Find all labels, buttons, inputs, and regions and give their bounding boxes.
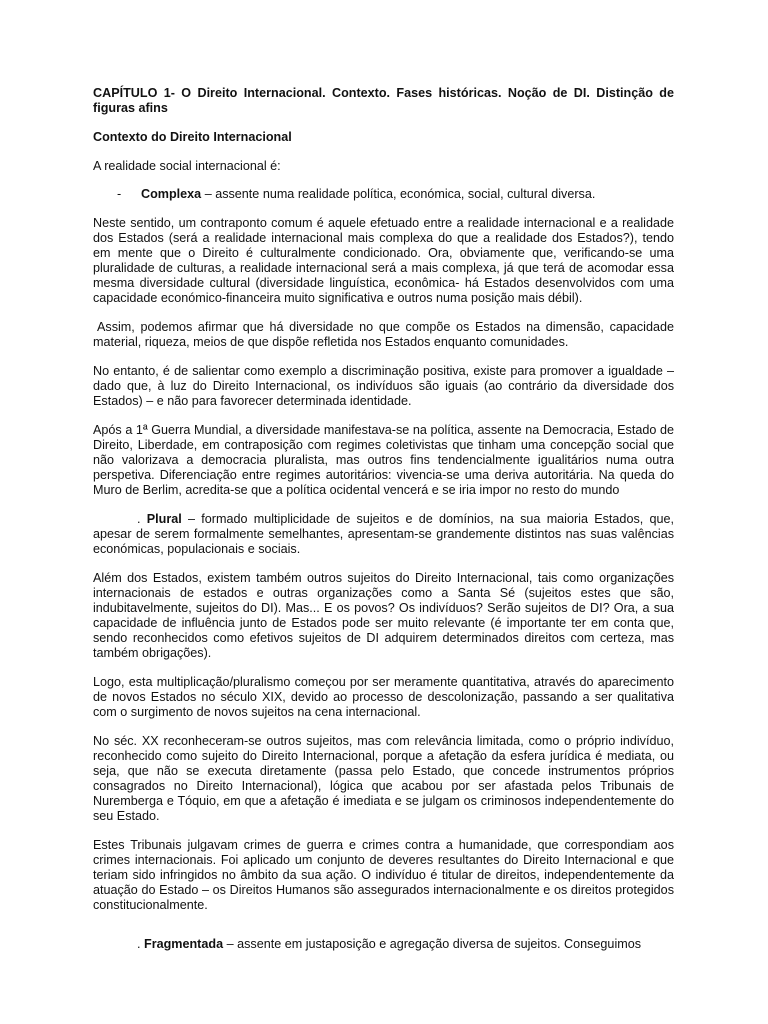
list-item-fragmentada — [93, 937, 674, 952]
paragraph-4: Após a 1ª Guerra Mundial, a diversidade manifestava-se na política, assente na Democracia, Estado de Direito, Liberdade, em contraposição com regimes coletivistas que tinham uma concepção social que não valorizava a democracia pluralista, mas outros fins tendencialmente igualitários numa outra perspetiva. Diferenciação entre regimes autoritários: vivencia-se uma deriva autoritária. Na queda do Muro de Berlim, acredita-se que a política ocidental vencerá e se iria impor no resto do mundo — [93, 423, 674, 497]
term-fragmentada: Fragmentada — [144, 937, 224, 951]
dash-marker: - — [117, 187, 122, 201]
chapter-heading: CAPÍTULO 1- O Direito Internacional. Contexto. Fases históricas. Noção de DI. Distinção de figuras afins — [93, 86, 674, 115]
dot-marker: . — [137, 937, 144, 951]
definition-fragmentada: – assente em justaposição e agregação diversa de sujeitos. Conseguimos — [223, 937, 642, 951]
list-item-plural — [93, 512, 674, 557]
paragraph-7: No séc. XX reconheceram-se outros sujeitos, mas com relevância limitada, como o próprio indivíduo, reconhecido como sujeito do Direito Internacional, porque a afetação da esfera jurídica é mediata, ou seja, que não se executa diretamente (passa pelo Estado, que concede instrumentos próprios consagrados no Direito Internacional), lógica que acabou por ser afastada pelos Tribunais de Nuremberga e Tóquio, em que a afetação é imediata e se julgam os criminosos independentemente do seu Estado. — [93, 734, 674, 823]
paragraph-5: Além dos Estados, existem também outros sujeitos do Direito Internacional, tais como organizações internacionais de estados e outras organizações como a Santa Sé (sujeitos estes que são, indubitavelmente, sujeitos do DI). Mas... E os povos? Os indivíduos? Serão sujeitos de DI? Ora, a sua capacidade de influência junto de Estados pode ser muito relevante (é importante ter em conta que, sendo reconhecidos como efetivos sujeitos de DI adquirem determinados direitos com certeza, mas também obrigações). — [93, 571, 674, 660]
section-heading: Contexto do Direito Internacional — [93, 130, 292, 144]
paragraph-8: Estes Tribunais julgavam crimes de guerra e crimes contra a humanidade, que correspondiam aos crimes internacionais. Foi aplicado um conjunto de deveres resultantes do Direito Internacional e que teriam sido infringidos no âmbito da sua ação. O indivíduo é titular de direitos, independentemente da atuação do Estado – os Direitos Humanos são assegurados internacionalmente e os direitos protegidos constitucionalmente. — [93, 838, 674, 912]
dot-marker: . — [137, 512, 147, 526]
definition-plural: – formado multiplicidade de sujeitos e de domínios, na sua maioria Estados, que, apesar de serem formalmente semelhantes, apresentam-se grandemente distintos nas suas valências económicas, populacionais e sociais. — [93, 512, 675, 556]
paragraph-6: Logo, esta multiplicação/pluralismo começou por ser meramente quantitativa, através do aparecimento de novos Estados no século XIX, devido ao processo de descolonização, passando a ser qualitativa com o surgimento de novos sujeitos na cena internacional. — [93, 675, 674, 719]
list-item-text — [141, 187, 674, 202]
list-item-complexa — [93, 187, 674, 202]
document-body — [93, 86, 674, 966]
intro-paragraph: A realidade social internacional é: — [93, 159, 281, 173]
term-complexa: Complexa — [141, 187, 202, 201]
paragraph-1: Neste sentido, um contraponto comum é aquele efetuado entre a realidade internacional e a realidade dos Estados (será a realidade internacional mais complexa do que a realidade dos Estados?), tendo em mente que o Direito é culturalmente condicionado. Ora, obviamente que, verificando-se uma pluralidade de culturas, a realidade internacional será a mais complexa, já que terá de acomodar essa mesma diversidade cultural (diversidade linguística, econômica- há Estados desenvolvidos com uma capacidade económico-financeira muito significativa e outros numa posição mais débil). — [93, 216, 674, 305]
paragraph-3: No entanto, é de salientar como exemplo a discriminação positiva, existe para promover a igualdade – dado que, à luz do Direito Internacional, os indivíduos são iguais (ao contrário da diversidade dos Estados) – e não para favorecer determinada identidade. — [93, 364, 674, 408]
definition-complexa: – assente numa realidade política, económica, social, cultural diversa. — [201, 187, 596, 201]
paragraph-2: Assim, podemos afirmar que há diversidade no que compõe os Estados na dimensão, capacidade material, riqueza, meios de que dispõe refletida nos Estados enquanto comunidades. — [93, 320, 674, 349]
term-plural: Plural — [146, 512, 182, 526]
